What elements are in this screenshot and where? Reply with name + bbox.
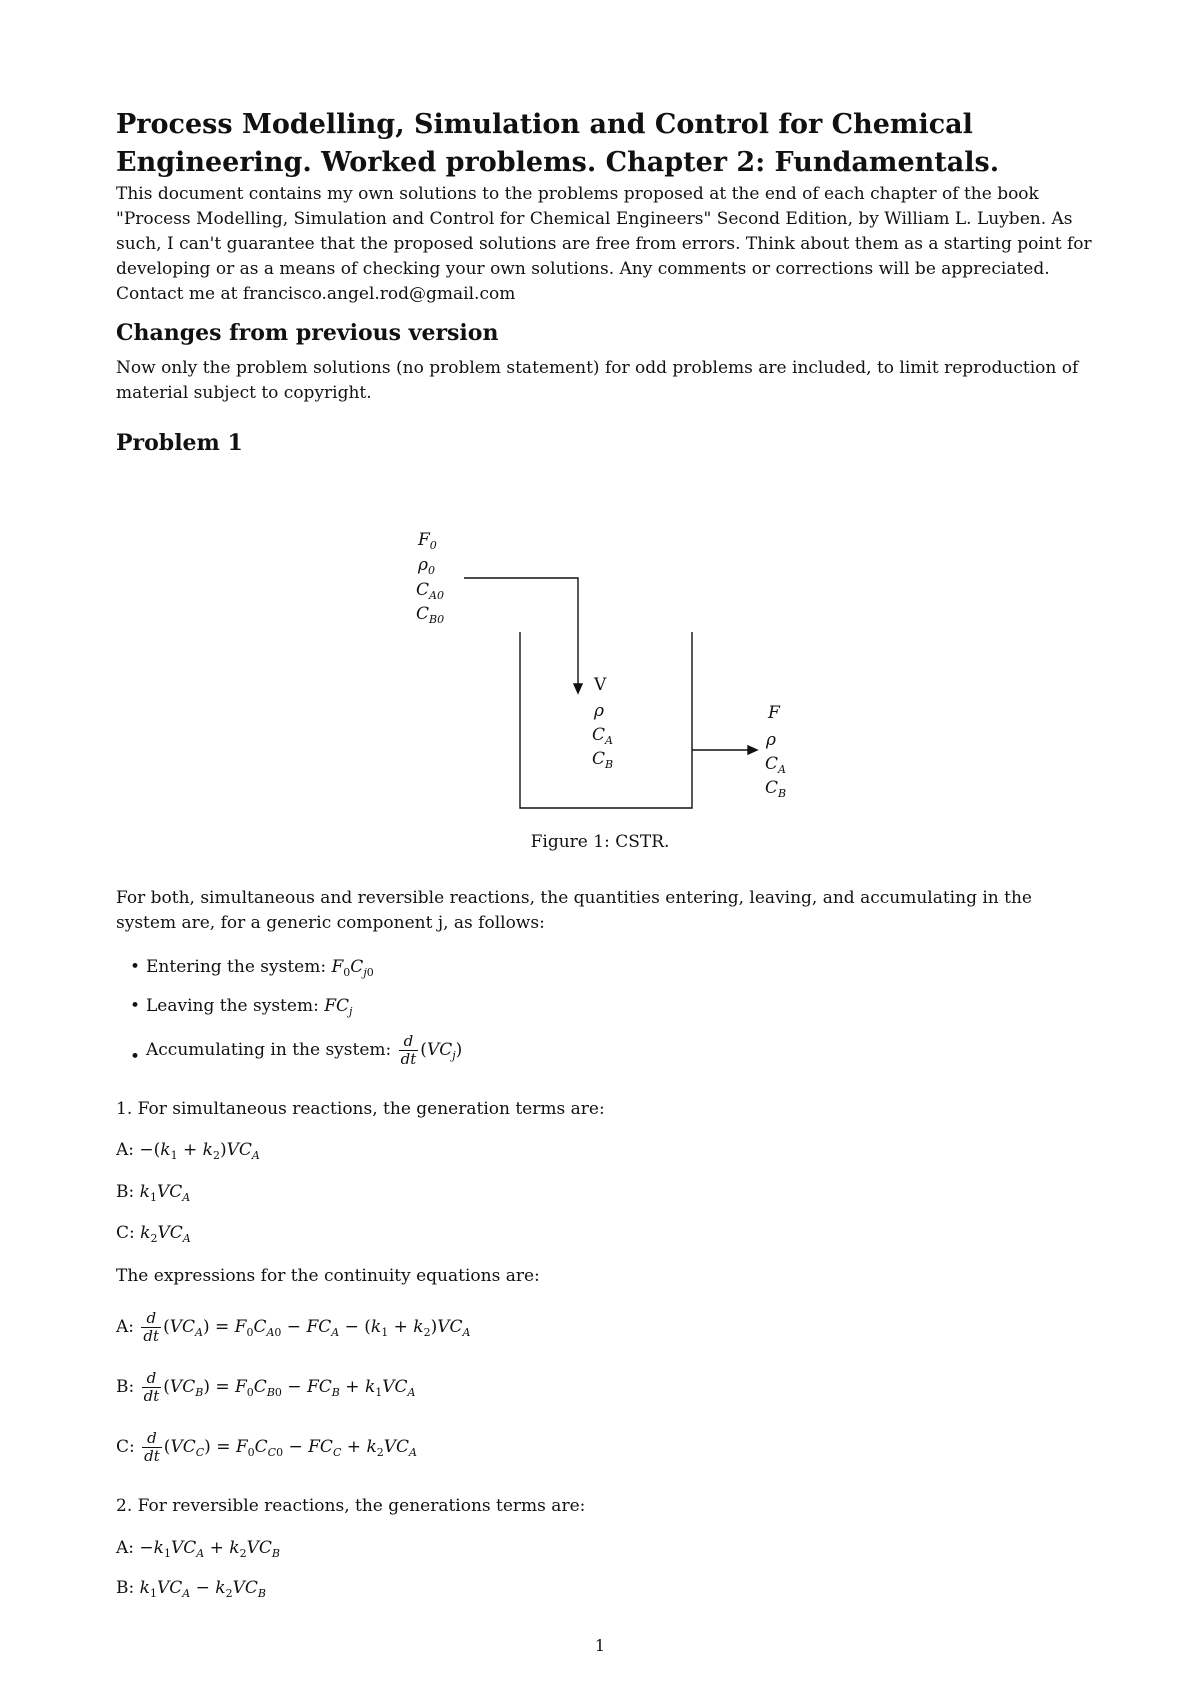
- quantities-intro: For both, simultaneous and reversible reactions, the quantities entering, leaving, and accumulating in the system are, for a generic component j, as follows:: [116, 888, 1032, 933]
- continuity-eq-b: B: $\frac{d}{dt}$ $(VC_B) = F_0C_{B0} - FC_B + k_1VC_A$: [116, 1369, 416, 1405]
- tank-label-rho: ρ: [594, 701, 604, 721]
- continuity-intro: The expressions for the continuity equations are:: [116, 1266, 540, 1286]
- outlet-label-rho: ρ: [766, 730, 776, 750]
- simultaneous-intro: 1. For simultaneous reactions, the generation terms are:: [116, 1099, 605, 1119]
- gen-term-a: A: $-(k_1 + k_2)VC_A$: [116, 1140, 260, 1162]
- reversible-intro: 2. For reversible reactions, the generations terms are:: [116, 1496, 586, 1516]
- continuity-eq-c: C: $\frac{d}{dt}$ $(VC_C) = F_0C_{C0} - FC_C + k_2VC_A$: [116, 1429, 417, 1465]
- tank-label-v: V: [594, 675, 607, 695]
- outlet-label-f: F: [768, 703, 780, 723]
- outlet-arrowhead: [748, 746, 757, 754]
- changes-paragraph: Now only the problem solutions (no problem statement) for odd problems are included, to limit reproduction of material subject to copyright.: [116, 358, 1079, 403]
- inlet-arrowhead: [574, 684, 582, 693]
- outlet-label-ca: $C_A$: [765, 754, 786, 776]
- bullet-leaving: • Leaving the system: $FC_j$: [130, 996, 353, 1018]
- section-heading-changes: Changes from previous version: [116, 320, 499, 346]
- inlet-label-f0: $F_0$: [418, 530, 437, 552]
- inlet-pipe: [464, 578, 578, 688]
- gen-term-b: B: $k_1VC_A$: [116, 1182, 191, 1204]
- rev-term-b: B: $k_1VC_A - k_2VC_B$: [116, 1578, 266, 1600]
- intro-paragraph: This document contains my own solutions to the problems proposed at the end of each chapter of the book "Process Modelling, Simulation and Control for Chemical Engineers" Second Edition, by William L. Luyben. As such, I can't guarantee that the proposed solutions are free from errors. Think about them as a starting point for developing or as a means of checking your own solutions. Any comments or corrections will be appreciated. Contact me at francisco.angel.rod@gmail.com: [116, 184, 1092, 304]
- bullet-entering: • Entering the system: $F_0C_{j0}$: [130, 957, 374, 979]
- inlet-label-ca0: $C_{A0}$: [416, 580, 444, 602]
- tank-walls: [520, 632, 692, 808]
- rev-term-a: A: $-k_1VC_A + k_2VC_B$: [116, 1538, 280, 1560]
- continuity-eq-a: A: $\frac{d}{dt}$ $(VC_A) = F_0C_{A0} - FC_A - (k_1 + k_2)VC_A$: [116, 1309, 471, 1345]
- cstr-figure: [0, 0, 1200, 830]
- page-title: Process Modelling, Simulation and Control for Chemical Engineering. Worked problems. Chapter 2: Fundamentals.: [116, 109, 1000, 178]
- outlet-label-cb: $C_B$: [765, 778, 787, 800]
- inlet-label-rho0: $\rho_0$: [418, 555, 435, 577]
- gen-term-c: C: $k_2VC_A$: [116, 1223, 191, 1245]
- tank-label-ca: $C_A$: [592, 725, 613, 747]
- figure-caption: Figure 1: CSTR.: [530, 832, 670, 852]
- inlet-label-cb0: $C_{B0}$: [416, 604, 445, 626]
- cstr-diagram: [464, 578, 757, 808]
- tank-label-cb: $C_B$: [592, 749, 614, 771]
- page-number: 1: [594, 1636, 606, 1655]
- bullet-accumulating: • Accumulating in the system: $\frac{d}{dt}$ $(VC_j)$: [130, 1032, 463, 1068]
- section-heading-problem-1: Problem 1: [116, 430, 243, 456]
